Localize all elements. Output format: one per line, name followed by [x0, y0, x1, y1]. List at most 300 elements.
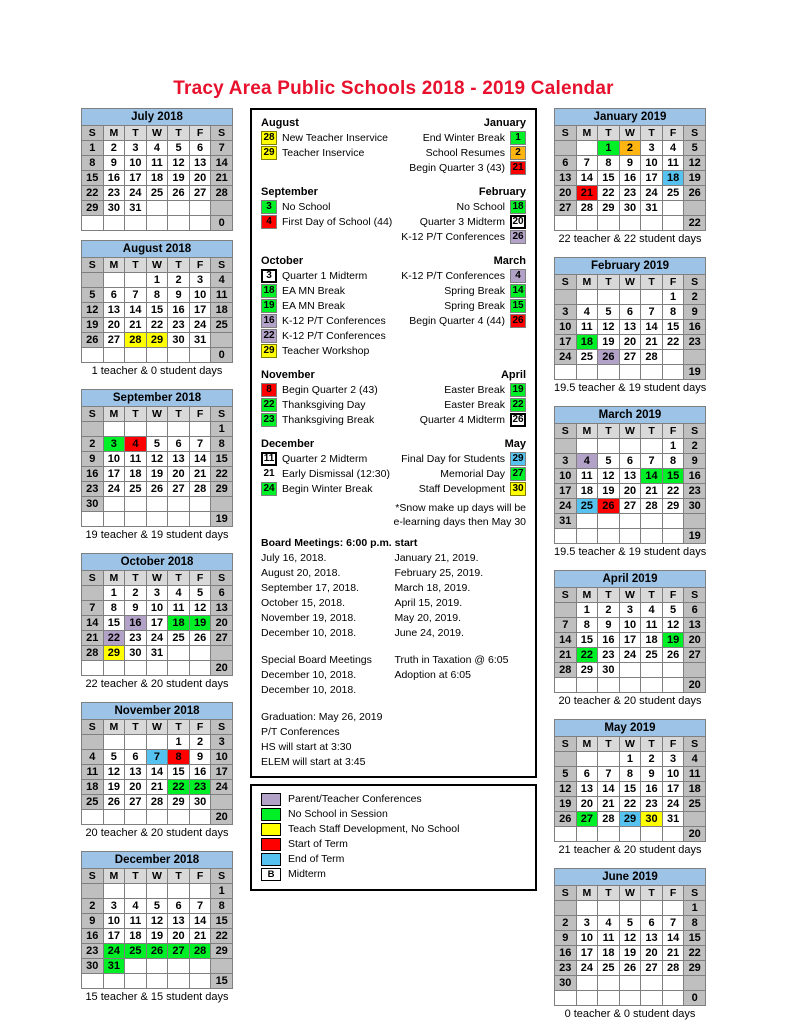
day-cell[interactable]: 1	[168, 735, 190, 750]
day-cell[interactable]: 14	[598, 782, 620, 797]
day-cell[interactable]: 16	[684, 469, 706, 484]
day-cell[interactable]: 25	[146, 186, 168, 201]
day-cell[interactable]: 1	[82, 141, 104, 156]
day-cell[interactable]: 13	[619, 469, 641, 484]
day-cell[interactable]: 16	[598, 633, 620, 648]
day-cell[interactable]: 1	[684, 901, 706, 916]
day-cell[interactable]: 28	[125, 333, 147, 348]
day-cell[interactable]: 10	[103, 914, 125, 929]
day-cell[interactable]: 26	[146, 482, 168, 497]
day-cell[interactable]: 13	[125, 765, 147, 780]
day-cell[interactable]: 12	[684, 156, 706, 171]
day-cell[interactable]: 6	[576, 767, 598, 782]
day-cell[interactable]: 1	[598, 141, 620, 156]
day-cell[interactable]: 10	[576, 931, 598, 946]
day-cell[interactable]: 1	[211, 422, 233, 437]
day-cell[interactable]: 20	[211, 616, 233, 631]
day-cell[interactable]: 3	[125, 141, 147, 156]
day-cell[interactable]: 16	[684, 320, 706, 335]
day-cell[interactable]: 12	[168, 156, 190, 171]
day-cell[interactable]: 30	[598, 663, 620, 678]
day-cell[interactable]: 20	[619, 484, 641, 499]
day-cell[interactable]: 9	[619, 156, 641, 171]
day-cell[interactable]: 27	[576, 812, 598, 827]
day-cell[interactable]: 3	[103, 899, 125, 914]
day-cell[interactable]: 5	[684, 141, 706, 156]
day-cell[interactable]: 26	[189, 631, 211, 646]
day-cell[interactable]: 16	[641, 782, 663, 797]
day-cell[interactable]: 9	[641, 767, 663, 782]
day-cell[interactable]: 27	[168, 482, 190, 497]
day-cell[interactable]: 6	[211, 586, 233, 601]
day-cell[interactable]: 11	[146, 156, 168, 171]
day-cell[interactable]: 2	[189, 735, 211, 750]
day-cell[interactable]: 3	[641, 141, 663, 156]
day-cell[interactable]: 7	[641, 305, 663, 320]
day-cell[interactable]: 18	[598, 946, 620, 961]
day-cell[interactable]: 1	[211, 884, 233, 899]
day-cell[interactable]: 22	[662, 484, 684, 499]
day-cell[interactable]: 7	[662, 916, 684, 931]
day-cell[interactable]: 23	[598, 648, 620, 663]
day-cell[interactable]: 27	[103, 333, 125, 348]
day-cell[interactable]: 22	[598, 186, 620, 201]
day-cell[interactable]: 6	[641, 916, 663, 931]
day-cell[interactable]: 2	[641, 752, 663, 767]
day-cell[interactable]: 10	[641, 156, 663, 171]
day-cell[interactable]: 9	[684, 454, 706, 469]
day-cell[interactable]: 10	[619, 618, 641, 633]
day-cell[interactable]: 3	[211, 735, 233, 750]
day-cell[interactable]: 24	[146, 631, 168, 646]
day-cell[interactable]: 9	[82, 914, 104, 929]
day-cell[interactable]: 9	[189, 750, 211, 765]
day-cell[interactable]: 3	[576, 916, 598, 931]
day-cell[interactable]: 4	[576, 305, 598, 320]
day-cell[interactable]: 23	[684, 335, 706, 350]
day-cell[interactable]: 29	[103, 646, 125, 661]
day-cell[interactable]: 26	[598, 350, 620, 365]
day-cell[interactable]: 4	[168, 586, 190, 601]
day-cell[interactable]: 19	[168, 171, 190, 186]
day-cell[interactable]: 28	[82, 646, 104, 661]
day-cell[interactable]: 8	[684, 916, 706, 931]
day-cell[interactable]: 5	[146, 899, 168, 914]
day-cell[interactable]: 26	[555, 812, 577, 827]
day-cell[interactable]: 15	[146, 303, 168, 318]
day-cell[interactable]: 24	[103, 944, 125, 959]
day-cell[interactable]: 6	[619, 454, 641, 469]
day-cell[interactable]: 26	[662, 648, 684, 663]
day-cell[interactable]: 29	[211, 944, 233, 959]
day-cell[interactable]: 11	[168, 601, 190, 616]
day-cell[interactable]: 2	[684, 439, 706, 454]
day-cell[interactable]: 11	[576, 320, 598, 335]
day-cell[interactable]: 3	[146, 586, 168, 601]
day-cell[interactable]: 28	[641, 499, 663, 514]
day-cell[interactable]: 14	[189, 914, 211, 929]
day-cell[interactable]: 4	[598, 916, 620, 931]
day-cell[interactable]: 2	[555, 916, 577, 931]
day-cell[interactable]: 13	[641, 931, 663, 946]
day-cell[interactable]: 23	[619, 186, 641, 201]
day-cell[interactable]: 9	[168, 288, 190, 303]
day-cell[interactable]: 20	[103, 318, 125, 333]
day-cell[interactable]: 22	[662, 335, 684, 350]
day-cell[interactable]: 30	[555, 976, 577, 991]
day-cell[interactable]: 29	[82, 201, 104, 216]
day-cell[interactable]: 20	[619, 335, 641, 350]
day-cell[interactable]: 19	[103, 780, 125, 795]
day-cell[interactable]: 4	[576, 454, 598, 469]
day-cell[interactable]: 21	[125, 318, 147, 333]
day-cell[interactable]: 1	[103, 586, 125, 601]
day-cell[interactable]: 12	[189, 601, 211, 616]
day-cell[interactable]: 18	[662, 171, 684, 186]
day-cell[interactable]: 7	[189, 899, 211, 914]
day-cell[interactable]: 21	[189, 467, 211, 482]
day-cell[interactable]: 10	[211, 750, 233, 765]
day-cell[interactable]: 21	[641, 484, 663, 499]
day-cell[interactable]: 2	[619, 141, 641, 156]
day-cell[interactable]: 27	[168, 944, 190, 959]
day-cell[interactable]: 10	[125, 156, 147, 171]
day-cell[interactable]: 21	[576, 186, 598, 201]
day-cell[interactable]: 27	[555, 201, 577, 216]
day-cell[interactable]: 23	[82, 482, 104, 497]
day-cell[interactable]: 6	[555, 156, 577, 171]
day-cell[interactable]: 7	[641, 454, 663, 469]
day-cell[interactable]: 15	[684, 931, 706, 946]
day-cell[interactable]: 31	[146, 646, 168, 661]
day-cell[interactable]: 28	[555, 663, 577, 678]
day-cell[interactable]: 12	[662, 618, 684, 633]
day-cell[interactable]: 17	[619, 633, 641, 648]
day-cell[interactable]: 20	[576, 797, 598, 812]
day-cell[interactable]: 30	[619, 201, 641, 216]
day-cell[interactable]: 3	[103, 437, 125, 452]
day-cell[interactable]: 8	[576, 618, 598, 633]
day-cell[interactable]: 14	[641, 469, 663, 484]
day-cell[interactable]: 30	[82, 959, 104, 974]
day-cell[interactable]: 4	[82, 750, 104, 765]
day-cell[interactable]: 22	[103, 631, 125, 646]
day-cell[interactable]: 13	[103, 303, 125, 318]
day-cell[interactable]: 4	[125, 899, 147, 914]
day-cell[interactable]: 14	[82, 616, 104, 631]
day-cell[interactable]: 20	[684, 633, 706, 648]
day-cell[interactable]: 7	[598, 767, 620, 782]
day-cell[interactable]: 14	[641, 320, 663, 335]
day-cell[interactable]: 1	[662, 439, 684, 454]
day-cell[interactable]: 2	[684, 290, 706, 305]
day-cell[interactable]: 23	[684, 484, 706, 499]
day-cell[interactable]: 4	[146, 141, 168, 156]
day-cell[interactable]: 6	[684, 603, 706, 618]
day-cell[interactable]: 24	[555, 499, 577, 514]
day-cell[interactable]: 19	[662, 633, 684, 648]
day-cell[interactable]: 19	[619, 946, 641, 961]
day-cell[interactable]: 25	[641, 648, 663, 663]
day-cell[interactable]: 13	[168, 452, 190, 467]
day-cell[interactable]: 27	[211, 631, 233, 646]
day-cell[interactable]: 11	[82, 765, 104, 780]
day-cell[interactable]: 11	[211, 288, 233, 303]
day-cell[interactable]: 24	[619, 648, 641, 663]
day-cell[interactable]: 30	[125, 646, 147, 661]
day-cell[interactable]: 19	[189, 616, 211, 631]
day-cell[interactable]: 12	[146, 452, 168, 467]
day-cell[interactable]: 3	[619, 603, 641, 618]
day-cell[interactable]: 17	[555, 484, 577, 499]
day-cell[interactable]: 25	[576, 350, 598, 365]
day-cell[interactable]: 29	[146, 333, 168, 348]
day-cell[interactable]: 22	[619, 797, 641, 812]
day-cell[interactable]: 25	[598, 961, 620, 976]
day-cell[interactable]: 26	[598, 499, 620, 514]
day-cell[interactable]: 13	[211, 601, 233, 616]
day-cell[interactable]: 18	[125, 929, 147, 944]
day-cell[interactable]: 5	[82, 288, 104, 303]
day-cell[interactable]: 5	[146, 437, 168, 452]
day-cell[interactable]: 11	[684, 767, 706, 782]
day-cell[interactable]: 31	[125, 201, 147, 216]
day-cell[interactable]: 7	[211, 141, 233, 156]
day-cell[interactable]: 21	[211, 171, 233, 186]
day-cell[interactable]: 16	[189, 765, 211, 780]
day-cell[interactable]: 18	[576, 484, 598, 499]
day-cell[interactable]: 14	[125, 303, 147, 318]
day-cell[interactable]: 17	[641, 171, 663, 186]
day-cell[interactable]: 19	[555, 797, 577, 812]
day-cell[interactable]: 3	[555, 305, 577, 320]
day-cell[interactable]: 25	[125, 944, 147, 959]
day-cell[interactable]: 6	[168, 437, 190, 452]
day-cell[interactable]: 18	[125, 467, 147, 482]
day-cell[interactable]: 15	[211, 452, 233, 467]
day-cell[interactable]: 8	[619, 767, 641, 782]
day-cell[interactable]: 26	[684, 186, 706, 201]
day-cell[interactable]: 15	[619, 782, 641, 797]
day-cell[interactable]: 13	[684, 618, 706, 633]
day-cell[interactable]: 18	[211, 303, 233, 318]
day-cell[interactable]: 22	[82, 186, 104, 201]
day-cell[interactable]: 5	[168, 141, 190, 156]
day-cell[interactable]: 7	[125, 288, 147, 303]
day-cell[interactable]: 7	[146, 750, 168, 765]
day-cell[interactable]: 22	[211, 467, 233, 482]
day-cell[interactable]: 30	[189, 795, 211, 810]
day-cell[interactable]: 5	[619, 916, 641, 931]
day-cell[interactable]: 29	[662, 499, 684, 514]
day-cell[interactable]: 29	[684, 961, 706, 976]
day-cell[interactable]: 7	[82, 601, 104, 616]
day-cell[interactable]: 25	[168, 631, 190, 646]
day-cell[interactable]: 13	[619, 320, 641, 335]
day-cell[interactable]: 6	[168, 899, 190, 914]
day-cell[interactable]: 13	[555, 171, 577, 186]
day-cell[interactable]: 2	[82, 899, 104, 914]
day-cell[interactable]: 15	[82, 171, 104, 186]
day-cell[interactable]: 31	[103, 959, 125, 974]
day-cell[interactable]: 16	[103, 171, 125, 186]
day-cell[interactable]: 20	[168, 467, 190, 482]
day-cell[interactable]: 27	[125, 795, 147, 810]
day-cell[interactable]: 17	[189, 303, 211, 318]
day-cell[interactable]: 19	[598, 484, 620, 499]
day-cell[interactable]: 18	[168, 616, 190, 631]
day-cell[interactable]: 8	[103, 601, 125, 616]
day-cell[interactable]: 23	[82, 944, 104, 959]
day-cell[interactable]: 9	[82, 452, 104, 467]
day-cell[interactable]: 28	[146, 795, 168, 810]
day-cell[interactable]: 13	[189, 156, 211, 171]
day-cell[interactable]: 15	[576, 633, 598, 648]
day-cell[interactable]: 8	[168, 750, 190, 765]
day-cell[interactable]: 17	[146, 616, 168, 631]
day-cell[interactable]: 14	[662, 931, 684, 946]
day-cell[interactable]: 26	[619, 961, 641, 976]
day-cell[interactable]: 29	[211, 482, 233, 497]
day-cell[interactable]: 1	[146, 273, 168, 288]
day-cell[interactable]: 25	[684, 797, 706, 812]
day-cell[interactable]: 8	[146, 288, 168, 303]
day-cell[interactable]: 24	[125, 186, 147, 201]
day-cell[interactable]: 24	[189, 318, 211, 333]
day-cell[interactable]: 24	[576, 961, 598, 976]
day-cell[interactable]: 2	[103, 141, 125, 156]
day-cell[interactable]: 4	[684, 752, 706, 767]
day-cell[interactable]: 30	[103, 201, 125, 216]
day-cell[interactable]: 17	[103, 929, 125, 944]
day-cell[interactable]: 27	[684, 648, 706, 663]
day-cell[interactable]: 12	[103, 765, 125, 780]
day-cell[interactable]: 12	[598, 320, 620, 335]
day-cell[interactable]: 5	[103, 750, 125, 765]
day-cell[interactable]: 18	[146, 171, 168, 186]
day-cell[interactable]: 14	[211, 156, 233, 171]
day-cell[interactable]: 26	[103, 795, 125, 810]
day-cell[interactable]: 17	[125, 171, 147, 186]
day-cell[interactable]: 12	[146, 914, 168, 929]
day-cell[interactable]: 23	[168, 318, 190, 333]
day-cell[interactable]: 20	[168, 929, 190, 944]
day-cell[interactable]: 30	[168, 333, 190, 348]
day-cell[interactable]: 24	[641, 186, 663, 201]
day-cell[interactable]: 25	[576, 499, 598, 514]
day-cell[interactable]: 31	[555, 514, 577, 529]
day-cell[interactable]: 17	[103, 467, 125, 482]
day-cell[interactable]: 21	[189, 929, 211, 944]
day-cell[interactable]: 1	[662, 290, 684, 305]
day-cell[interactable]: 21	[555, 648, 577, 663]
day-cell[interactable]: 27	[619, 499, 641, 514]
day-cell[interactable]: 17	[555, 335, 577, 350]
day-cell[interactable]: 6	[103, 288, 125, 303]
day-cell[interactable]: 16	[125, 616, 147, 631]
day-cell[interactable]: 3	[555, 454, 577, 469]
day-cell[interactable]: 30	[82, 497, 104, 512]
day-cell[interactable]: 6	[125, 750, 147, 765]
day-cell[interactable]: 25	[211, 318, 233, 333]
day-cell[interactable]: 5	[598, 454, 620, 469]
day-cell[interactable]: 23	[641, 797, 663, 812]
day-cell[interactable]: 13	[576, 782, 598, 797]
day-cell[interactable]: 27	[189, 186, 211, 201]
day-cell[interactable]: 24	[555, 350, 577, 365]
day-cell[interactable]: 22	[211, 929, 233, 944]
day-cell[interactable]: 20	[641, 946, 663, 961]
day-cell[interactable]: 14	[576, 171, 598, 186]
day-cell[interactable]: 8	[662, 454, 684, 469]
day-cell[interactable]: 9	[125, 601, 147, 616]
day-cell[interactable]: 25	[82, 795, 104, 810]
day-cell[interactable]: 2	[125, 586, 147, 601]
day-cell[interactable]: 23	[125, 631, 147, 646]
day-cell[interactable]: 11	[125, 452, 147, 467]
day-cell[interactable]: 8	[598, 156, 620, 171]
day-cell[interactable]: 25	[125, 482, 147, 497]
day-cell[interactable]: 18	[641, 633, 663, 648]
day-cell[interactable]: 12	[619, 931, 641, 946]
day-cell[interactable]: 4	[211, 273, 233, 288]
day-cell[interactable]: 11	[598, 931, 620, 946]
day-cell[interactable]: 25	[662, 186, 684, 201]
day-cell[interactable]: 7	[555, 618, 577, 633]
day-cell[interactable]: 12	[598, 469, 620, 484]
day-cell[interactable]: 27	[641, 961, 663, 976]
day-cell[interactable]: 8	[82, 156, 104, 171]
day-cell[interactable]: 26	[146, 944, 168, 959]
day-cell[interactable]: 10	[555, 469, 577, 484]
day-cell[interactable]: 1	[576, 603, 598, 618]
day-cell[interactable]: 9	[555, 931, 577, 946]
day-cell[interactable]: 2	[82, 437, 104, 452]
day-cell[interactable]: 10	[555, 320, 577, 335]
day-cell[interactable]: 5	[555, 767, 577, 782]
day-cell[interactable]: 28	[576, 201, 598, 216]
day-cell[interactable]: 11	[125, 914, 147, 929]
day-cell[interactable]: 15	[662, 320, 684, 335]
day-cell[interactable]: 24	[211, 780, 233, 795]
day-cell[interactable]: 24	[662, 797, 684, 812]
day-cell[interactable]: 19	[146, 929, 168, 944]
day-cell[interactable]: 14	[146, 765, 168, 780]
day-cell[interactable]: 16	[82, 467, 104, 482]
day-cell[interactable]: 18	[684, 782, 706, 797]
day-cell[interactable]: 20	[125, 780, 147, 795]
day-cell[interactable]: 18	[576, 335, 598, 350]
day-cell[interactable]: 1	[619, 752, 641, 767]
day-cell[interactable]: 21	[641, 335, 663, 350]
day-cell[interactable]: 7	[189, 437, 211, 452]
day-cell[interactable]: 28	[598, 812, 620, 827]
day-cell[interactable]: 6	[619, 305, 641, 320]
day-cell[interactable]: 16	[168, 303, 190, 318]
day-cell[interactable]: 16	[82, 929, 104, 944]
day-cell[interactable]: 23	[555, 961, 577, 976]
day-cell[interactable]: 22	[684, 946, 706, 961]
day-cell[interactable]: 29	[168, 795, 190, 810]
day-cell[interactable]: 5	[189, 586, 211, 601]
day-cell[interactable]: 30	[684, 499, 706, 514]
day-cell[interactable]: 13	[168, 914, 190, 929]
day-cell[interactable]: 21	[146, 780, 168, 795]
day-cell[interactable]: 26	[168, 186, 190, 201]
day-cell[interactable]: 8	[211, 437, 233, 452]
day-cell[interactable]: 6	[189, 141, 211, 156]
day-cell[interactable]: 11	[641, 618, 663, 633]
